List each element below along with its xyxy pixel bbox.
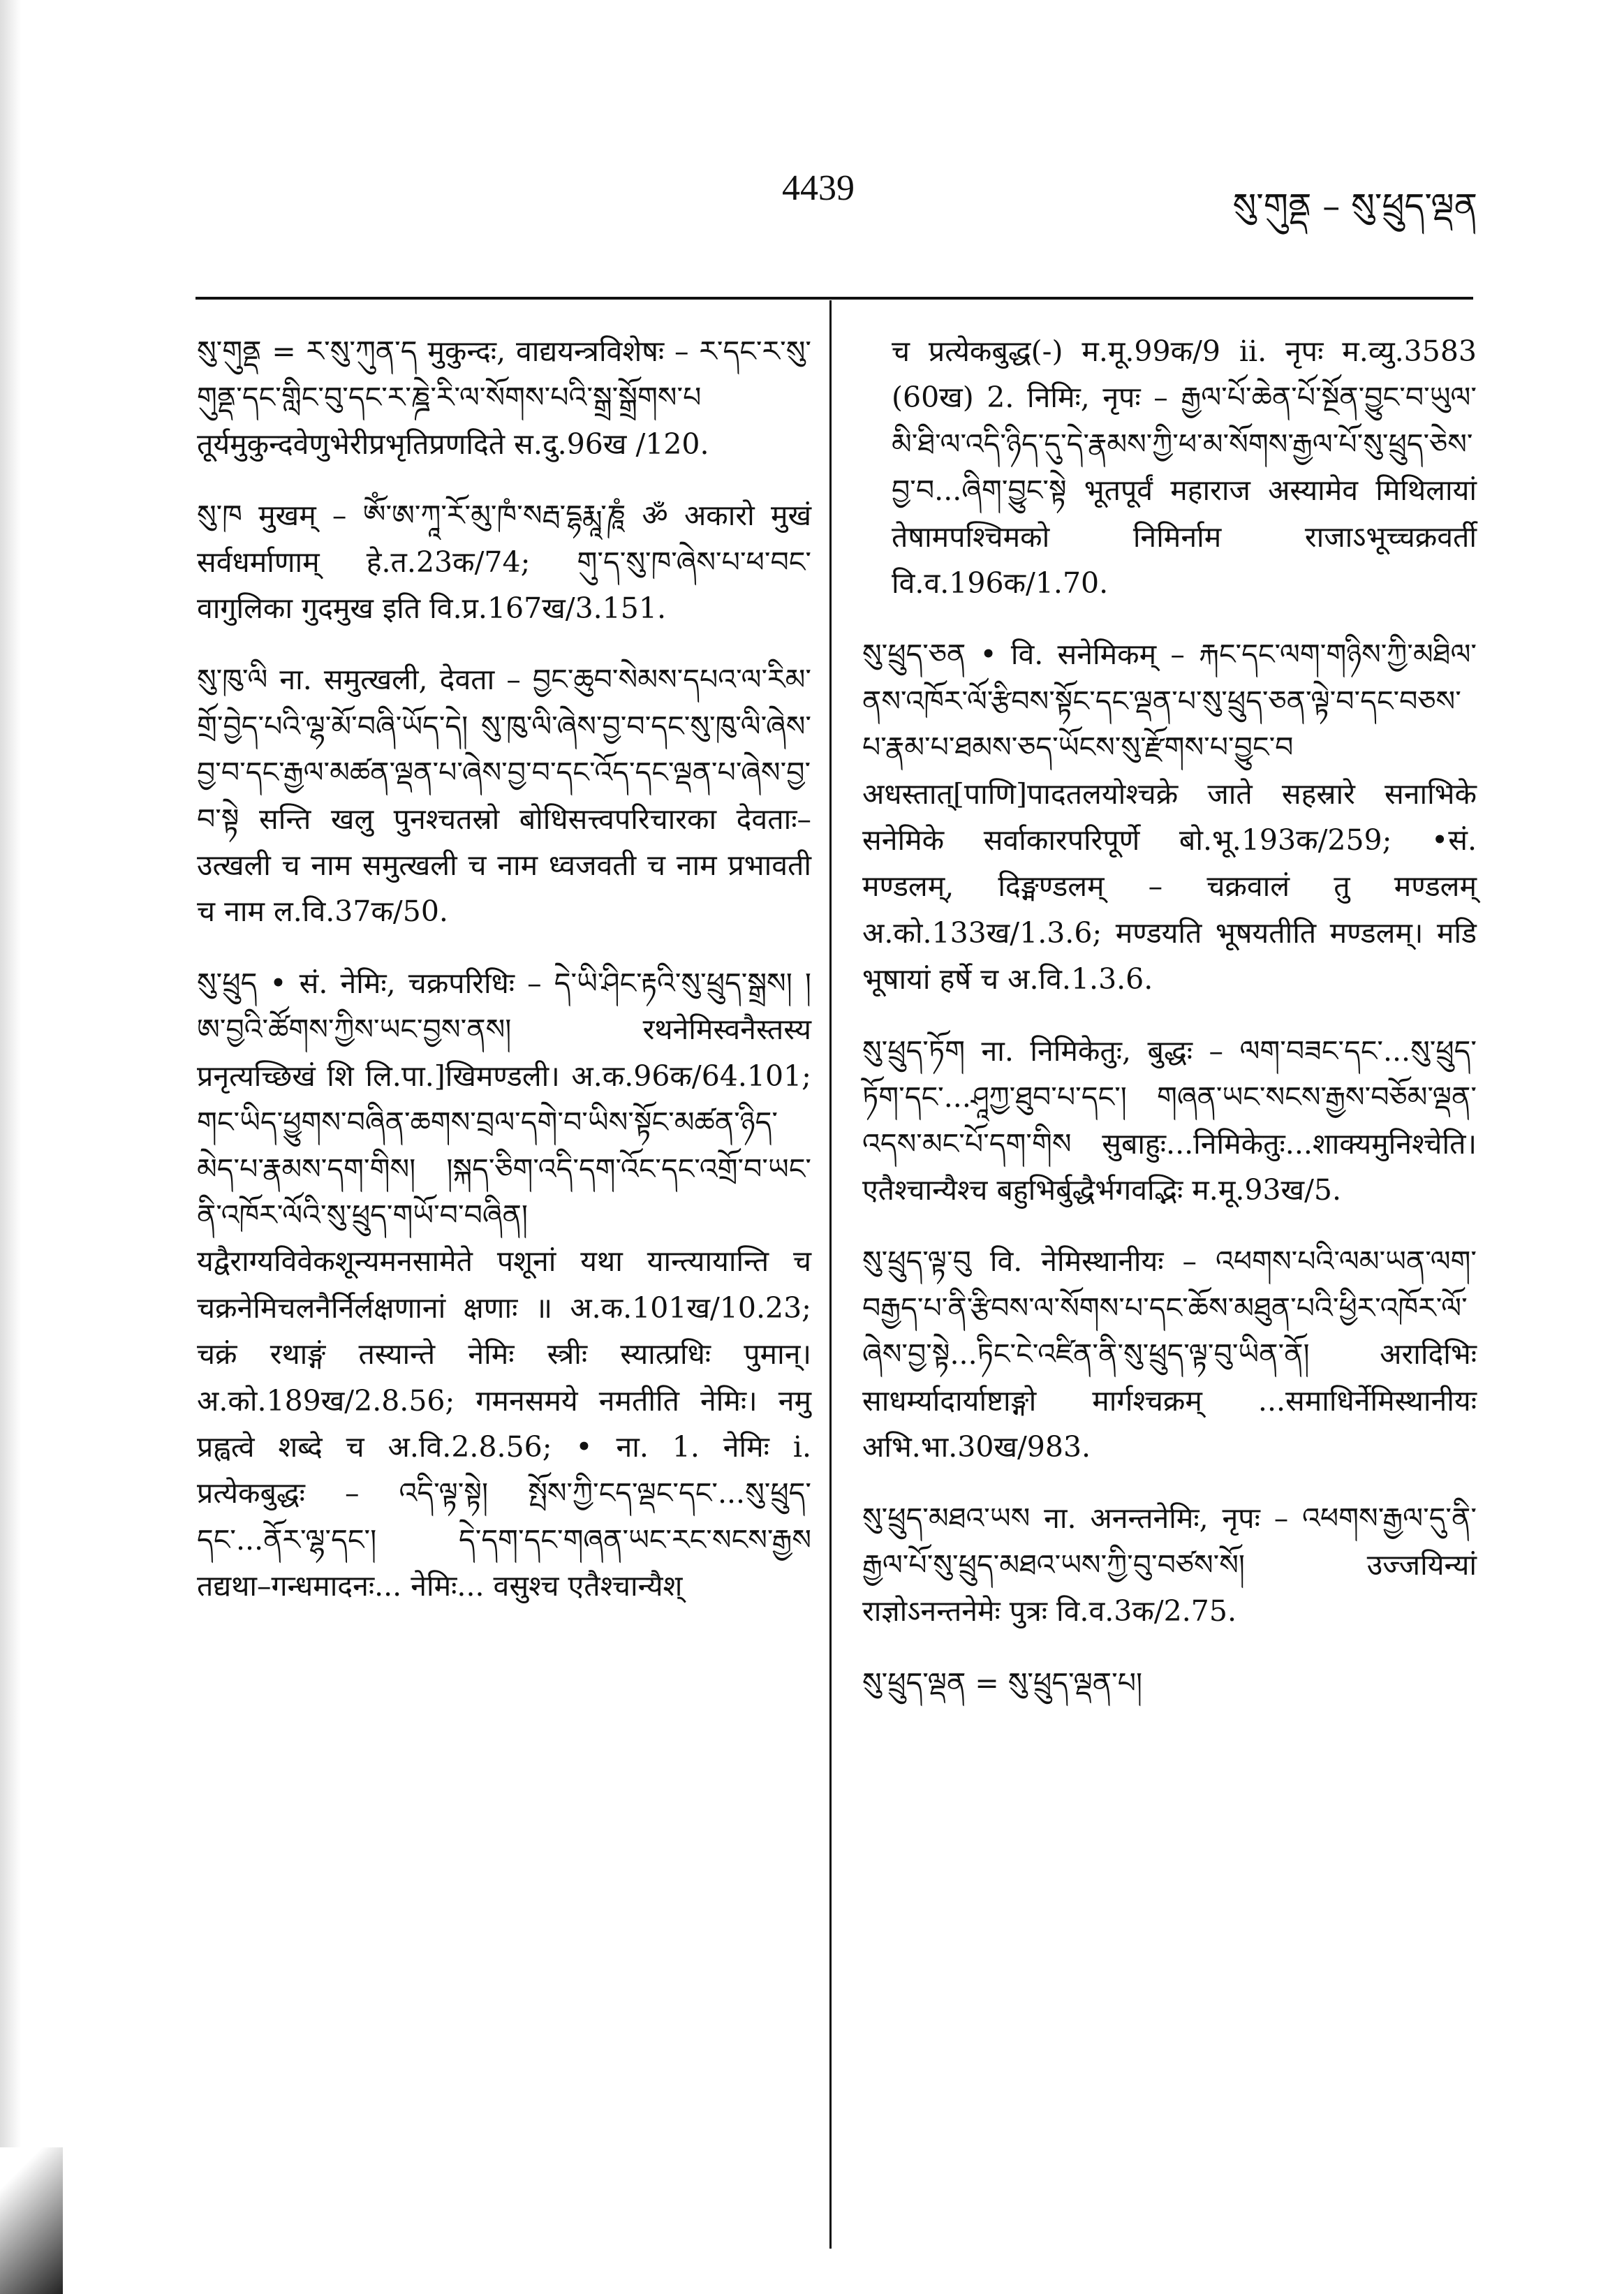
- dictionary-entry: སུ་ཁུ་ལི ना. समुत्खली, देवता – བྱང་ཆུབ་སེམས་དཔའ་ལ་རིམ་གྲོ་བྱེད་པའི་ལྷ་མོ་བཞི་ཡོད་དེ། སུ་ཁུ་ལི་ཞེས་བྱ་བ་དང་སུ་ཁུ་ལི་ཞེས་བྱ་བ་དང་རྒྱལ་མཚན་ལྡན་པ་ཞེས་བྱ་བ་དང་འོད་དང་ལྡན་པ་ཞེས་བྱ་བ་སྟེ सन्ति खलु पुनश्चतस्रो बोधिसत्त्वपरिचारका देवताः–उत्खली च नाम समुत्खली च नाम ध्वजवती च नाम प्रभावती च नाम ल.वि.37क/50.: [197, 663, 811, 929]
- dictionary-entry-continued: च प्रत्येकबुद्ध(-) म.मू.99क/9 ii. नृपः म.व्यु.3583 (60ख) 2. निमिः, नृपः – རྒྱལ་པོ་ཆེན་པོ་སྔོན་བྱུང་བ་ཡུལ་མི་ཐི་ལ་འདི་ཉིད་དུ་དེ་རྣམས་ཀྱི་ཕ་མ་སོགས་རྒྱལ་པོ་སུ་ཕྲུད་ཅེས་བྱ་བ...ཞིག་བྱུང་སྟེ भूतपूर्वं महाराज अस्यामेव मिथिलायां तेषामपश्चिमको निमिर्नाम राजाऽभूच्चक्रवर्ती वि.व.196क/1.70.: [892, 334, 1477, 601]
- column-divider: [829, 300, 832, 2249]
- dictionary-entry: སུ་ཕྲུད • सं. नेमिः, चक्रपरिधिः – དེ་ཡི་ཤིང་རྟའི་སུ་ཕྲུད་སྒྲས། །ཨ་བྱའི་ཚོགས་ཀྱིས་ཡང་བྱས་ནས། रथनेमिस्वनैस्तस्य प्रनृत्यच्छिखं शि लि.पा.]खिमण्डली। अ.क.96क/64.101; གང་ཡིད་ཕྱུགས་བཞིན་ཆགས་བྲལ་དགེ་བ་ཡིས་སྟོང་མཚན་ཉིད་མེད་པ་རྣམས་དག་གིས། །སྐད་ཅིག་འདི་དག་འོང་དང་འགྲོ་བ་ཡང་ནི་འཁོར་ལོའི་སུ་ཕྲུད་གཡོ་བ་བཞིན། यद्वैराग्यविवेकशून्यमनसामेते पशूनां यथा यान्त्यायान्ति च चक्रनेमिचलनैर्निर्लक्षणानां क्षणाः ॥ अ.क.101ख/10.23; चक्रं रथाङ्गं तस्यान्ते नेमिः स्त्रीः स्यात्प्रधिः पुमान्। अ.को.189ख/2.8.56; गमनसमये नमतीति नेमिः। नमु प्रह्वत्वे शब्दे च अ.वि.2.8.56; • ना. 1. नेमिः i. प्रत्येकबुद्धः – འདི་ལྟ་སྟེ། སྤོས་ཀྱི་ངད་ལྡང་དང་...སུ་ཕྲུད་དང་...ནོར་ལྷ་དང་། དེ་དག་དང་གཞན་ཡང་རང་སངས་རྒྱས तद्यथा–गन्धमादनः... नेमिः... वसुश्च एतैश्चान्यैश्: [197, 966, 811, 1603]
- scan-corner-shadow: [0, 2147, 63, 2294]
- dictionary-entry: སུ་ཕྲུད་ལྡན = སུ་ཕྲུད་ལྡན་པ།: [862, 1666, 1143, 1700]
- dictionary-entry: སུ་ཕྲུད་ཏོག ना. निमिकेतुः, बुद्धः – ལག་བཟང་དང་...སུ་ཕྲུད་ཏོག་དང་...ཤཱཀྱ་ཐུབ་པ་དང་། གཞན་ཡང་སངས་རྒྱས་བཅོམ་ལྡན་འདས་མང་པོ་དག་གིས सुबाहुः...निमिकेतुः...शाक्यमुनिश्चेति। एतैश्चान्यैश्च बहुभिर्बुद्धैर्भगवद्भिः म.मू.93ख/5.: [862, 1034, 1477, 1207]
- dictionary-entry: སུ་ཁ मुखम् – ཨོཾ་ཨ་ཀཱ་རོ་མུ་ཁཾ་སརྦ་དྷརྨཱ་ཎཱཾ ॐ अकारो मुखं सर्वधर्माणाम् हे.त.23क/74; གུ་ད་སུ་ཁ་ཞེས་པ་ཕ་བང་ वागुलिका गुदमुख इति वि.प्र.167ख/3.151.: [197, 499, 811, 626]
- header-rule: [195, 297, 1473, 300]
- dictionary-entry: སུ་ཕྲུད་ཅན • वि. सनेमिकम् – རྐང་དང་ལག་གཉིས་ཀྱི་མཐིལ་ནས་འཁོར་ལོ་རྩིབས་སྟོང་དང་ལྡན་པ་སུ་ཕྲུད་ཅན་ལྟེ་བ་དང་བཅས་པ་རྣམ་པ་ཐམས་ཅད་ཡོངས་སུ་རྫོགས་པ་བྱུང་བ अधस्तात्[पाणि]पादतलयोश्चक्रे जाते सहस्रारे सनाभिके सनेमिके सर्वाकारपरिपूर्णे बो.भू.193क/259; •सं. मण्डलम्, दिङ्मण्डलम् – चक्रवालं तु मण्डलम् अ.को.133ख/1.3.6; मण्डयति भूषयतीति मण्डलम्। मडि भूषायां हर्षे च अ.वि.1.3.6.: [862, 638, 1477, 997]
- page-number: 4439: [782, 168, 855, 208]
- dictionary-entry: སུ་ཕྲུད་མཐའ་ཡས ना. अनन्तनेमिः, नृपः – འཕགས་རྒྱལ་དུ་ནི་རྒྱལ་པོ་སུ་ཕྲུད་མཐའ་ཡས་ཀྱི་བུ་བཙས་སོ། उज्जयिन्यां राज्ञोऽनन्तनेमेः पुत्रः वि.व.3क/2.75.: [862, 1501, 1477, 1628]
- right-column: [862, 328, 1477, 1731]
- dictionary-entry: སུ་ཕྲུད་ལྟ་བུ वि. नेमिस्थानीयः – འཕགས་པའི་ལམ་ཡན་ལག་བརྒྱད་པ་ནི་རྩིབས་ལ་སོགས་པ་དང་ཆོས་མཐུན་པའི་ཕྱིར་འཁོར་ལོ་ཞེས་བྱ་སྟེ...ཏིང་ངེ་འཛིན་ནི་སུ་ཕྲུད་ལྟ་བུ་ཡིན་ནོ། अरादिभिः साधर्म्यादार्याष्टाङ्गो मार्गश्चक्रम् ...समाधिर्नेमिस्थानीयः अभि.भा.30ख/983.: [862, 1244, 1477, 1464]
- running-head: སུ་གུནྡ – སུ་ཕྲུད་ལྡན: [1232, 186, 1477, 226]
- dictionary-entry: སུ་གུནྡ = ཪ་སུ་ཀུན་ད मुकुन्दः, वाद्ययन्त्रविशेषः – ཪ་དང་ཪ་སུ་གུནྡ་དང་གླིང་བུ་དང་ཪ་ཎྜེ་རི་ལ་སོགས་པའི་སྒྲ་སྒྲོགས་པ तूर्यमुकुन्दवेणुभेरीप्रभृतिप्रणदिते स.दु.96ख /120.: [197, 334, 811, 461]
- left-column: [197, 328, 811, 1635]
- scan-edge-shadow: [0, 0, 21, 2294]
